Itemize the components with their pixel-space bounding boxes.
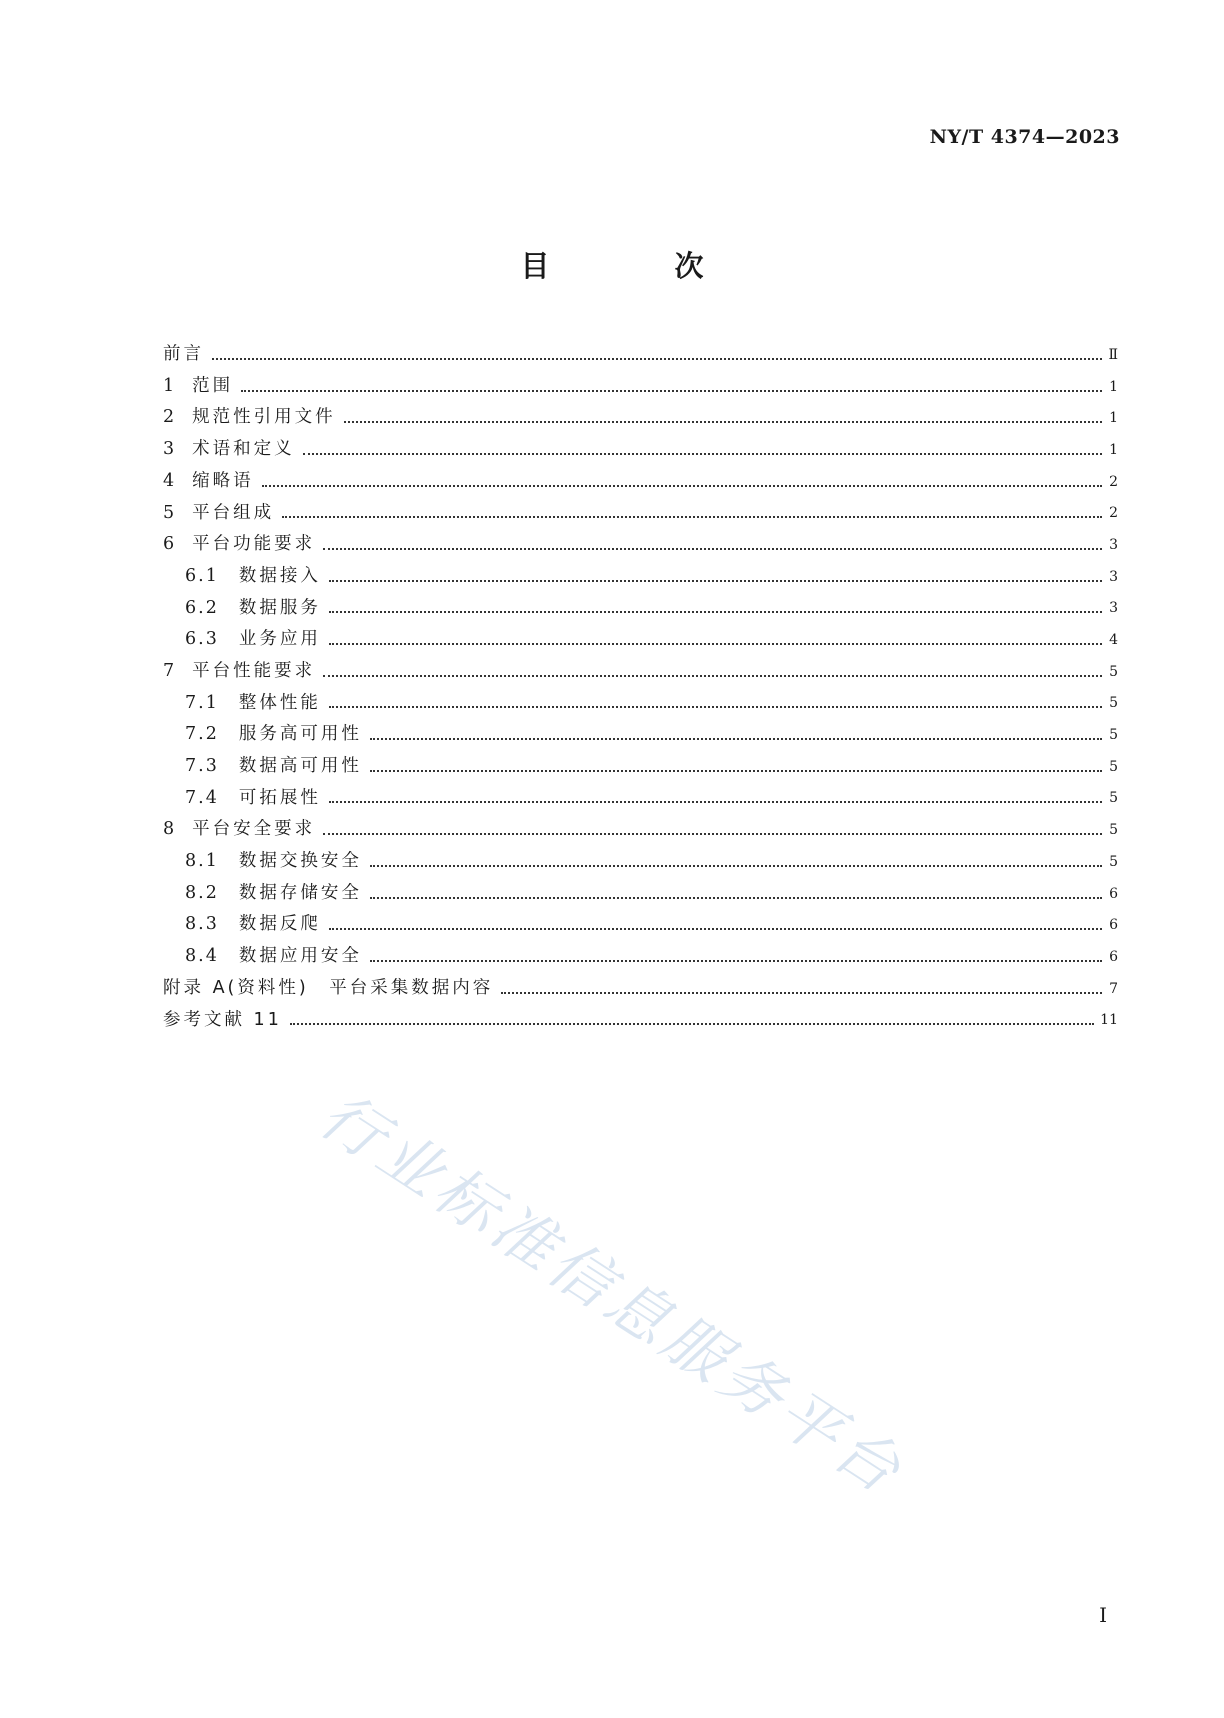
- toc-entry[interactable]: [163, 497, 1118, 529]
- toc-dot-leader: [370, 865, 1102, 867]
- toc-entry-label: 业务应用: [238, 629, 321, 650]
- toc-entry-page: 5: [1109, 758, 1118, 775]
- toc-entry[interactable]: [163, 878, 1118, 910]
- toc-entry[interactable]: [163, 593, 1118, 625]
- toc-entry-number: 8.3: [185, 914, 219, 935]
- watermark: 行业标准信息服务平台: [307, 1078, 918, 1510]
- toc-entry-label: 数据接入: [238, 565, 321, 586]
- toc-entry-label: 附录 A(资料性) 平台采集数据内容: [163, 977, 494, 998]
- toc-dot-leader: [323, 548, 1102, 550]
- toc-entry[interactable]: [163, 719, 1118, 751]
- toc-entry-page: 7: [1109, 980, 1118, 997]
- toc-dot-leader: [329, 928, 1102, 930]
- toc-entry-number: 7.3: [185, 756, 219, 777]
- toc-entry-number: 6: [163, 534, 177, 555]
- toc-dot-leader: [329, 643, 1102, 645]
- toc-dot-leader: [329, 580, 1102, 582]
- toc-entry[interactable]: [163, 339, 1118, 371]
- toc-entry-number: 8.4: [185, 946, 219, 967]
- toc-entry-label: 术语和定义: [192, 439, 295, 460]
- standard-code: NY/T 4374—2023: [929, 126, 1120, 148]
- toc-entry-label: 可拓展性: [238, 787, 321, 808]
- toc-dot-leader: [262, 485, 1102, 487]
- toc-entry-number: 2: [163, 407, 177, 428]
- toc-dot-leader: [370, 770, 1102, 772]
- toc-dot-leader: [370, 960, 1102, 962]
- toc-entry-number: 7.1: [185, 692, 219, 713]
- toc-entry-page: 5: [1109, 663, 1118, 680]
- toc-entry-number: 5: [163, 502, 177, 523]
- toc-dot-leader: [370, 897, 1102, 899]
- toc-entry-label: 平台安全要求: [192, 819, 316, 840]
- toc-entry[interactable]: [163, 466, 1118, 498]
- toc-entry-label: 数据存储安全: [238, 882, 362, 903]
- page-number: I: [1099, 1603, 1107, 1627]
- toc-entry-label: 缩略语: [192, 470, 254, 491]
- toc-entry-label: 规范性引用文件: [192, 407, 336, 428]
- toc-entry-page: 2: [1109, 473, 1118, 490]
- toc-entry-label: 平台性能要求: [192, 660, 316, 681]
- toc-dot-leader: [329, 706, 1102, 708]
- toc-entry-number: 1: [163, 375, 177, 396]
- toc-entry[interactable]: [163, 814, 1118, 846]
- toc-entry-number: 7: [163, 660, 177, 681]
- toc-entry-number: 3: [163, 439, 177, 460]
- toc-entry-label: 数据反爬: [238, 914, 321, 935]
- toc-entry[interactable]: [163, 371, 1118, 403]
- toc-entry-number: 7.4: [185, 787, 219, 808]
- toc-entry[interactable]: [163, 909, 1118, 941]
- toc-entry-page: 11: [1100, 1012, 1118, 1029]
- toc-entry-page: 1: [1109, 410, 1118, 427]
- toc-entry-page: 1: [1109, 378, 1118, 395]
- toc-entry[interactable]: [163, 656, 1118, 688]
- toc-entry[interactable]: [163, 561, 1118, 593]
- toc-dot-leader: [329, 801, 1102, 803]
- toc-entry-page: 3: [1109, 536, 1118, 553]
- toc-entry-label: 前言: [163, 344, 204, 365]
- toc-entry[interactable]: [163, 846, 1118, 878]
- toc-entry[interactable]: [163, 1004, 1118, 1036]
- toc-entry-number: 4: [163, 470, 177, 491]
- toc-entry-number: 8.1: [185, 851, 219, 872]
- toc-entry[interactable]: [163, 783, 1118, 815]
- toc-entry-label: 数据服务: [238, 597, 321, 618]
- toc-entry-page: 3: [1109, 568, 1118, 585]
- toc-entry[interactable]: [163, 402, 1118, 434]
- toc-dot-leader: [290, 1023, 1094, 1025]
- toc-entry-page: 6: [1109, 885, 1118, 902]
- toc-entry-label: 平台功能要求: [192, 534, 316, 555]
- toc-dot-leader: [303, 453, 1102, 455]
- toc-entry[interactable]: [163, 751, 1118, 783]
- toc-entry-page: Ⅱ: [1108, 346, 1118, 363]
- toc-dot-leader: [329, 611, 1102, 613]
- toc-entry-label: 数据应用安全: [238, 946, 362, 967]
- toc-entry-number: 7.2: [185, 724, 219, 745]
- toc-entry-page: 4: [1109, 632, 1118, 649]
- toc-entry[interactable]: [163, 941, 1118, 973]
- toc-dot-leader: [501, 992, 1102, 994]
- toc-entry-label: 数据交换安全: [238, 851, 362, 872]
- toc-entry[interactable]: [163, 529, 1118, 561]
- toc-entry[interactable]: [163, 624, 1118, 656]
- page-title: 目 次: [520, 249, 752, 283]
- toc-dot-leader: [370, 738, 1102, 740]
- toc-entry-number: 6.3: [185, 629, 219, 650]
- toc-entry-label: 范围: [192, 375, 234, 396]
- table-of-contents: [163, 339, 1118, 1036]
- toc-entry-label: 整体性能: [238, 692, 321, 713]
- toc-dot-leader: [323, 833, 1102, 835]
- toc-entry-label: 参考文献 11: [163, 1009, 282, 1030]
- toc-entry-number: 6.2: [185, 597, 219, 618]
- toc-entry-page: 6: [1109, 917, 1118, 934]
- toc-entry-page: 5: [1109, 727, 1118, 744]
- toc-entry-label: 数据高可用性: [238, 756, 362, 777]
- toc-entry-page: 5: [1109, 695, 1118, 712]
- toc-dot-leader: [212, 358, 1102, 360]
- toc-entry-page: 1: [1109, 441, 1118, 458]
- toc-entry-number: 8.2: [185, 882, 219, 903]
- toc-entry-page: 3: [1109, 600, 1118, 617]
- toc-entry-number: 8: [163, 819, 177, 840]
- toc-dot-leader: [323, 675, 1102, 677]
- toc-entry[interactable]: [163, 973, 1118, 1005]
- toc-entry-page: 2: [1109, 505, 1118, 522]
- toc-entry-label: 服务高可用性: [238, 724, 362, 745]
- toc-entry-page: 5: [1109, 853, 1118, 870]
- toc-entry-page: 5: [1109, 822, 1118, 839]
- toc-entry[interactable]: [163, 688, 1118, 720]
- toc-dot-leader: [241, 390, 1102, 392]
- toc-entry-number: 6.1: [185, 565, 219, 586]
- toc-dot-leader: [344, 421, 1102, 423]
- toc-entry-page: 5: [1109, 790, 1118, 807]
- toc-entry-page: 6: [1109, 948, 1118, 965]
- toc-dot-leader: [282, 516, 1102, 518]
- toc-entry-label: 平台组成: [192, 502, 275, 523]
- toc-entry[interactable]: [163, 434, 1118, 466]
